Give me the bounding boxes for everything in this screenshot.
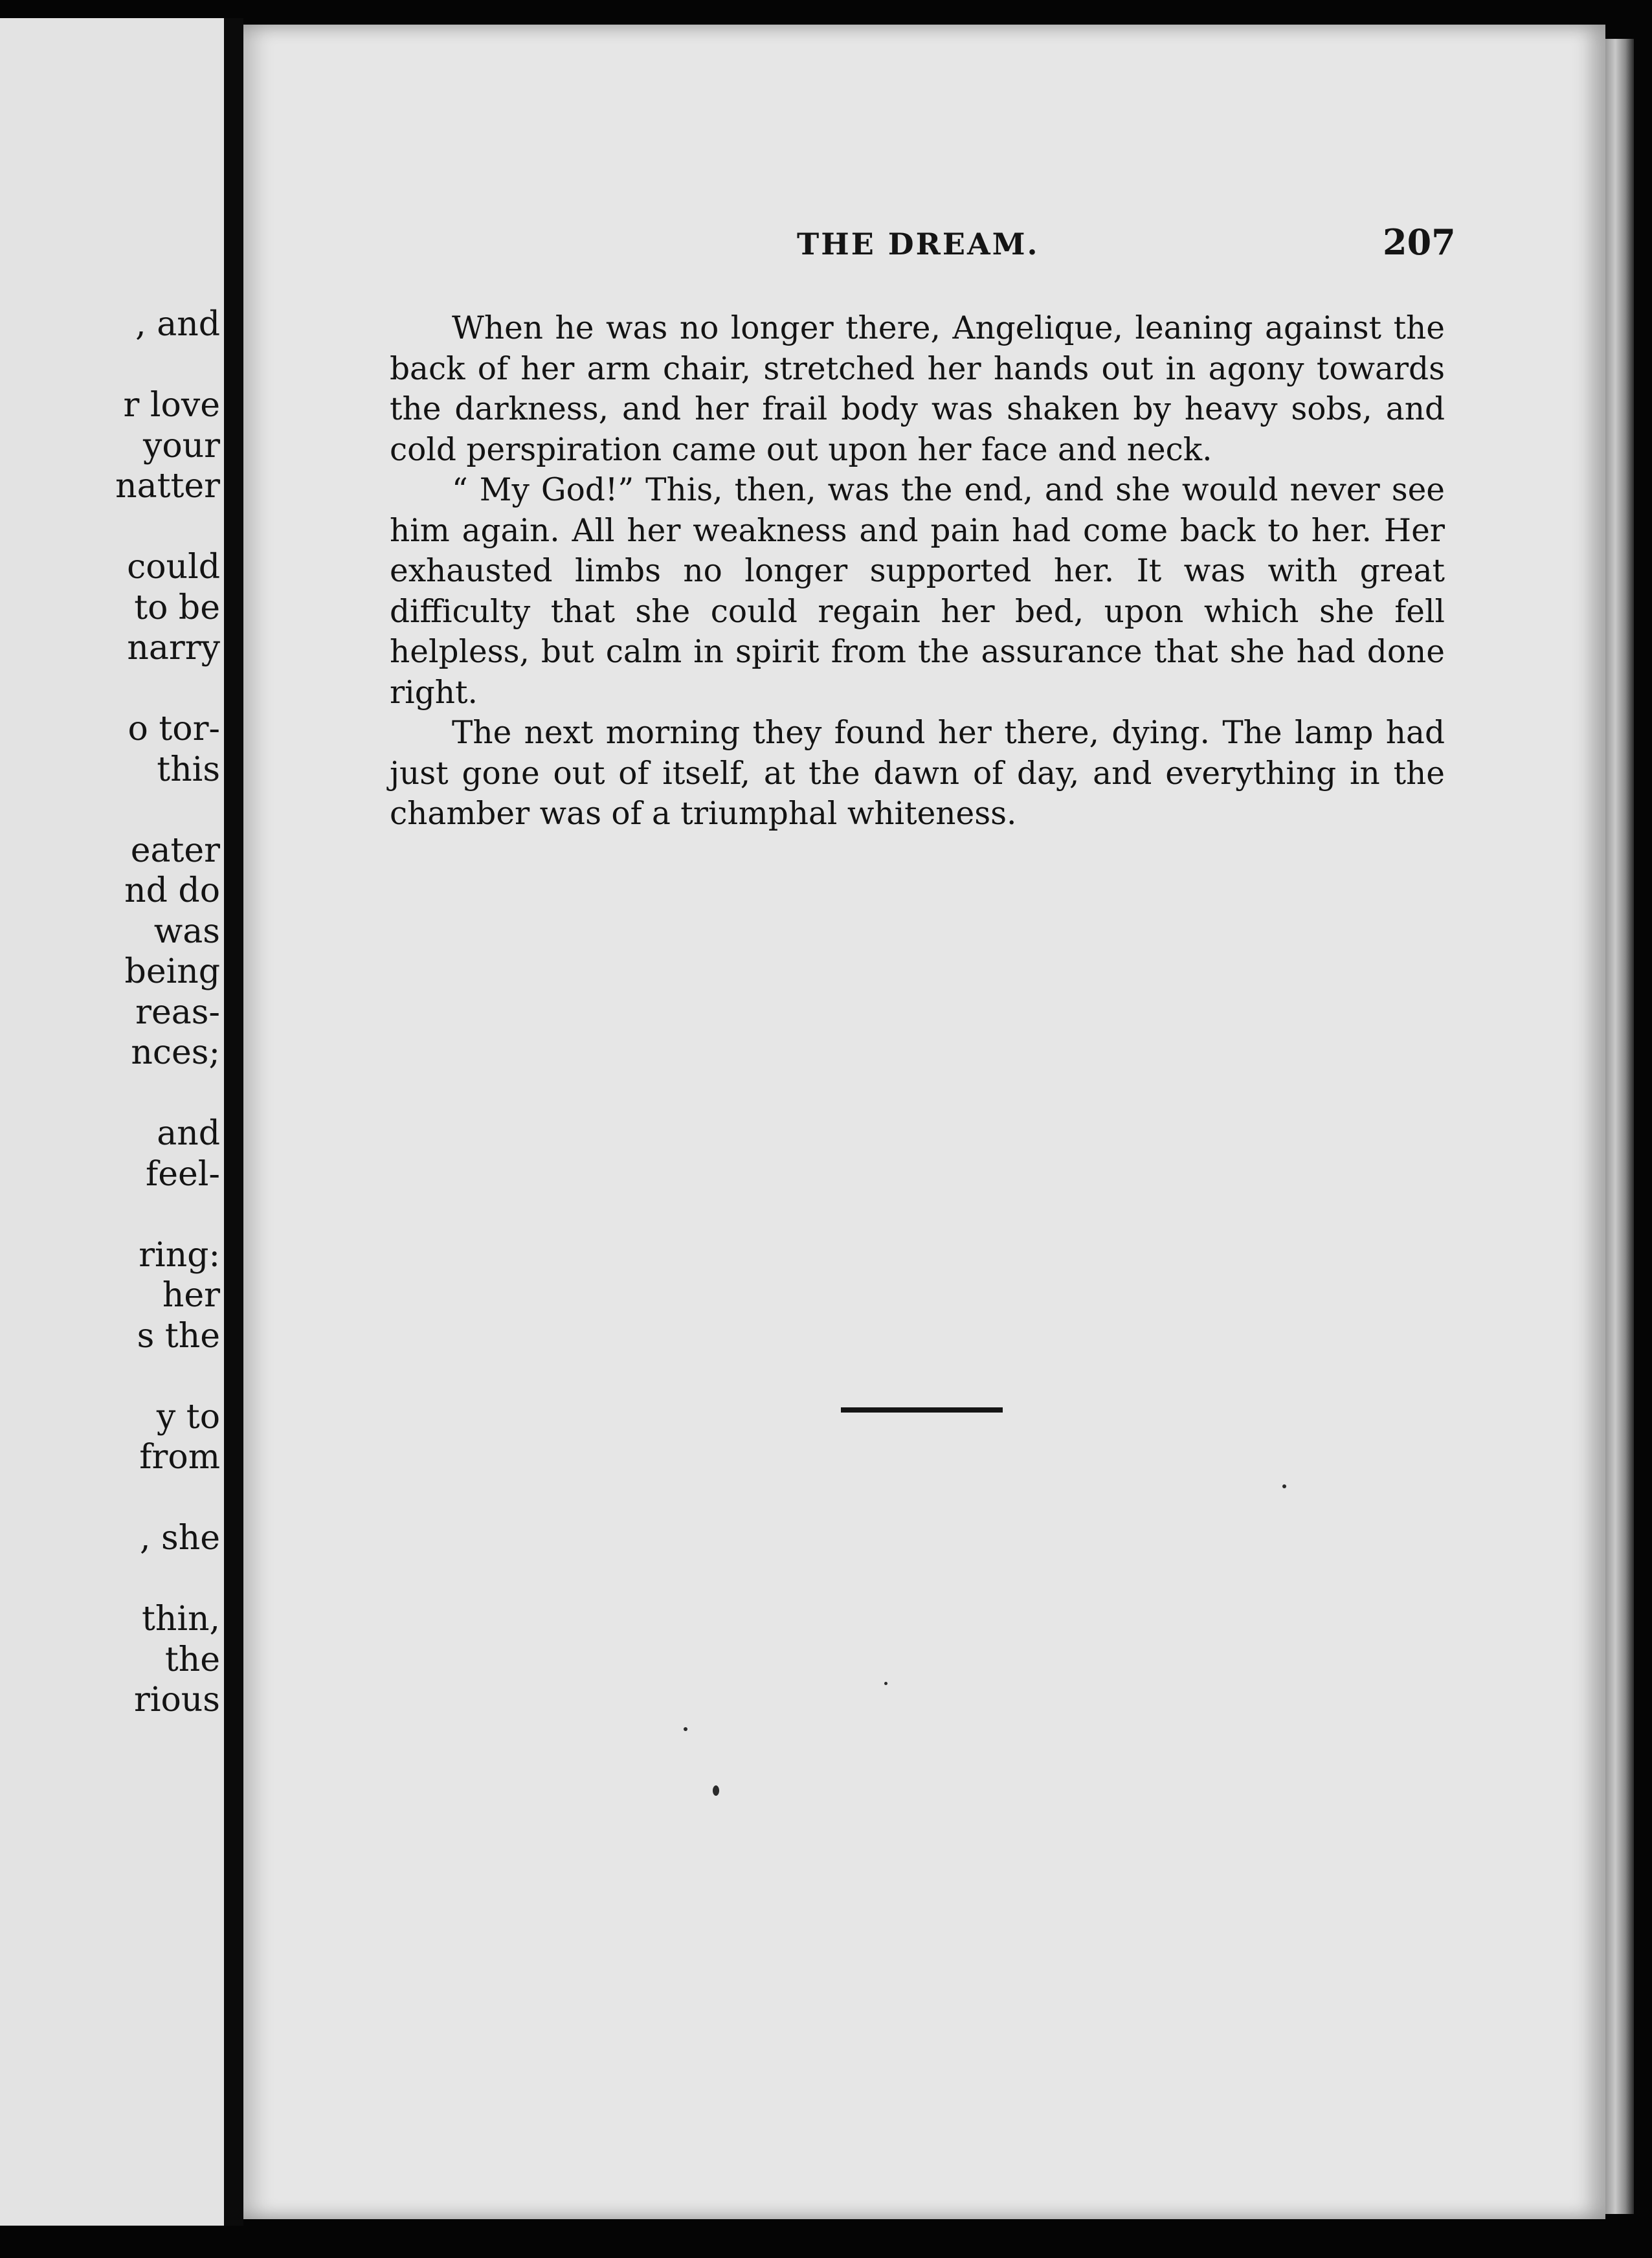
previous-page-line: her (162, 1276, 220, 1315)
previous-page-line: , and (135, 305, 220, 344)
previous-page-line: this (157, 750, 220, 789)
page-number: 207 (1383, 221, 1456, 263)
book-gutter (224, 18, 243, 2226)
previous-page-line: natter (115, 467, 220, 506)
page-edge (1605, 39, 1634, 2214)
running-head: THE DREAM. (797, 227, 1040, 262)
previous-page-line: o tor- (128, 710, 220, 748)
end-of-chapter-rule (841, 1407, 1003, 1413)
previous-page-line: r love (123, 386, 220, 425)
previous-page-line: narry (127, 629, 220, 667)
previous-page-fragment (0, 18, 224, 2226)
previous-page-line: nd do (124, 871, 220, 910)
paragraph: When he was no longer there, Angelique, leaning against the back of her arm chair, stretched her hands out in agony towards the darkness, and her frail body was shaken by heavy sobs, and cold perspiration came out upon her face and neck. (390, 310, 1445, 468)
paragraph: “ My God!” This, then, was the end, and she would never see him again. All her weakness and pain had come back to her. Her exhausted limbs no longer supported her. It was with great difficulty that she could regain her bed, upon which she fell helpless, but calm in spirit from the assurance that she had done right. (390, 472, 1445, 711)
paragraph: The next morning they found her there, dying. The lamp had just gone out of itself, at the dawn of day, and everything in the chamber was of a triumphal whiteness. (390, 715, 1445, 832)
previous-page-line: eater (130, 831, 220, 870)
previous-page-line: rious (134, 1681, 220, 1719)
previous-page-line: to be (134, 588, 220, 627)
paper-speck (884, 1682, 887, 1685)
previous-page-line: could (127, 548, 220, 587)
body-text (390, 308, 1445, 834)
previous-page-line: being (124, 952, 220, 991)
previous-page-line: reas- (135, 993, 220, 1032)
previous-page-line: the (164, 1640, 220, 1679)
previous-page-line: was (153, 912, 220, 951)
previous-page-line: , she (139, 1519, 220, 1558)
paper-speck (684, 1727, 687, 1731)
book-page (243, 25, 1605, 2219)
previous-page-line: thin, (141, 1600, 220, 1638)
previous-page-line: from (139, 1438, 220, 1477)
paper-speck (713, 1785, 719, 1796)
previous-page-line: your (142, 427, 220, 465)
previous-page-line: feel- (146, 1155, 220, 1194)
previous-page-line: y to (156, 1398, 220, 1436)
previous-page-line: s the (137, 1317, 220, 1356)
previous-page-line: nces; (131, 1033, 220, 1072)
previous-page-line: ring: (139, 1236, 220, 1275)
previous-page-line: and (157, 1114, 220, 1153)
paper-speck (1282, 1484, 1286, 1488)
